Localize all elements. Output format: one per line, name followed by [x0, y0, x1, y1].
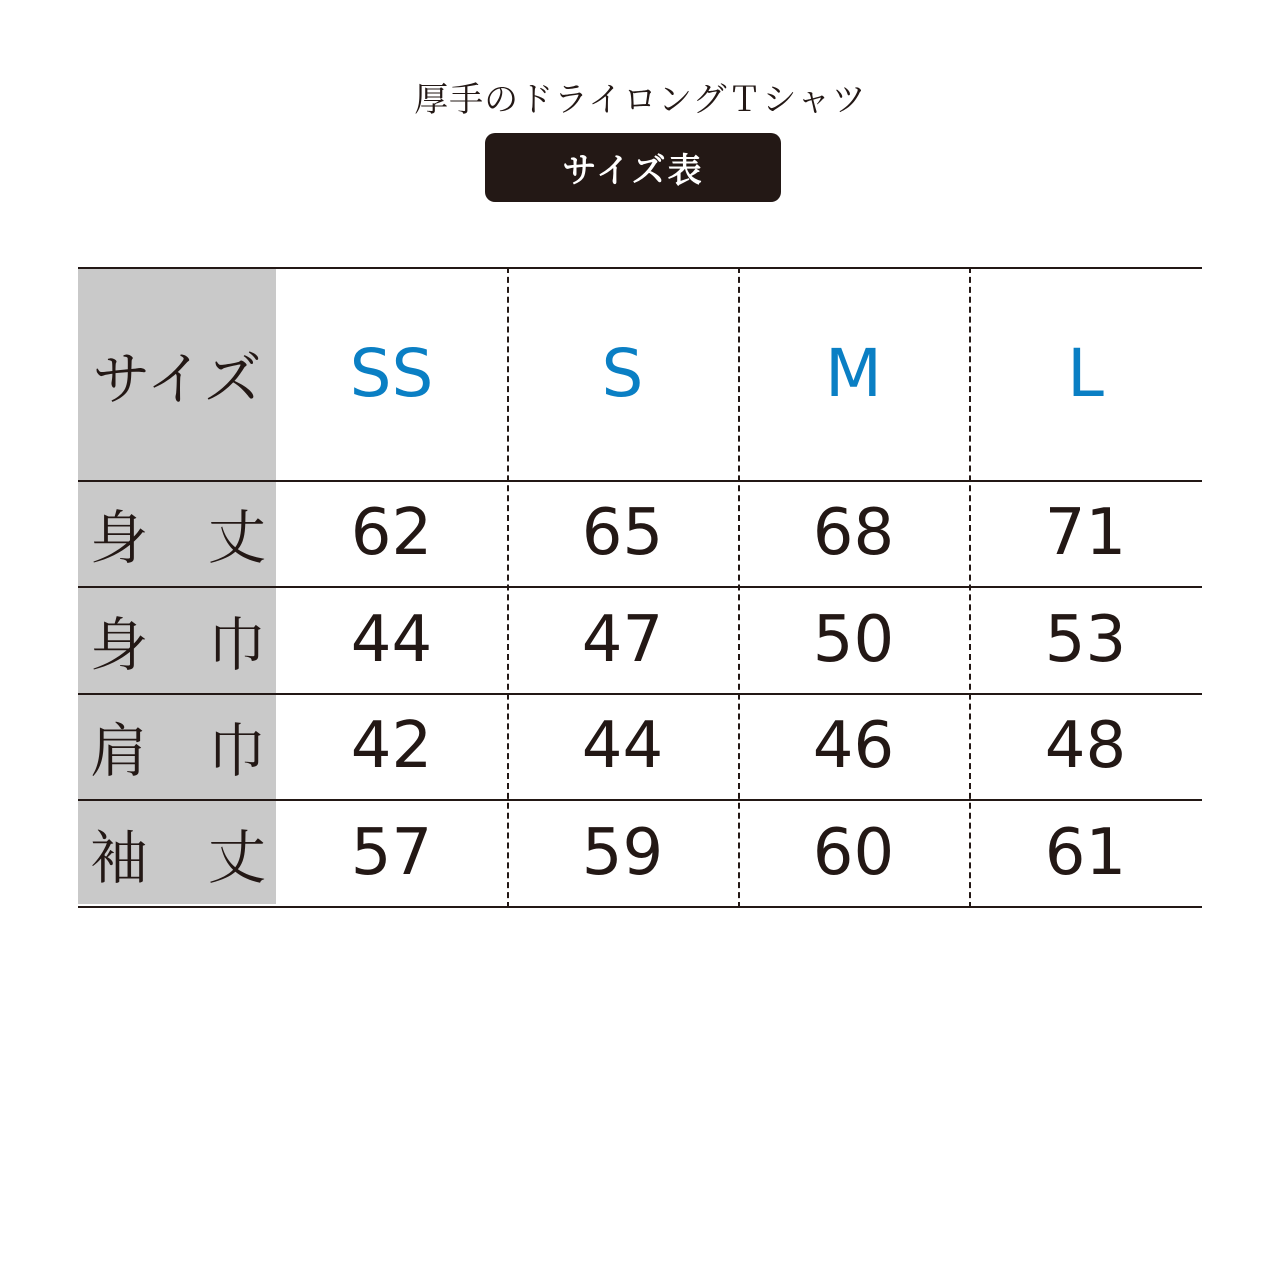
table-cell: 71 [1044, 496, 1127, 570]
table-cell: 61 [1044, 815, 1127, 890]
table-cell: 48 [1044, 709, 1127, 783]
table-cell: 46 [812, 709, 895, 783]
row-label-body-width [78, 586, 276, 693]
row-label-char: 身 [90, 504, 149, 572]
table-cell: 44 [581, 709, 664, 783]
size-table [78, 267, 1202, 908]
table-cell: 68 [812, 496, 895, 570]
product-title: 厚手のドライロングＴシャツ [414, 80, 867, 120]
table-cell: 59 [581, 815, 664, 890]
row-label-char: 身 [90, 610, 149, 679]
size-header-m: M [825, 335, 882, 412]
row-label-sleeve-length [78, 799, 276, 906]
row-label-char: 丈 [208, 504, 267, 572]
table-cell: 65 [581, 496, 664, 570]
table-cell: 57 [350, 815, 433, 890]
row-label-char: 巾 [208, 717, 267, 785]
table-cell: 53 [1044, 602, 1127, 677]
size-header-s: S [601, 335, 644, 412]
table-cell: 62 [350, 496, 433, 570]
size-chart-badge: サイズ表 [485, 133, 781, 202]
row-label-char: 袖 [90, 823, 149, 892]
row-label-body-length [78, 480, 276, 586]
row-label-shoulder-width [78, 693, 276, 799]
row-label-char: 肩 [90, 717, 149, 785]
size-header-ss: SS [349, 335, 434, 412]
table-cell: 60 [812, 815, 895, 890]
table-cell: 50 [812, 602, 895, 677]
size-header-l: L [1067, 335, 1104, 412]
row-label-char: 巾 [208, 610, 267, 679]
size-header-label: サイズ [92, 344, 262, 413]
table-cell: 42 [350, 709, 433, 783]
table-rule-bottom [78, 906, 1202, 908]
table-cell: 44 [350, 602, 433, 677]
row-label-char: 丈 [208, 823, 267, 892]
table-cell: 47 [581, 602, 664, 677]
